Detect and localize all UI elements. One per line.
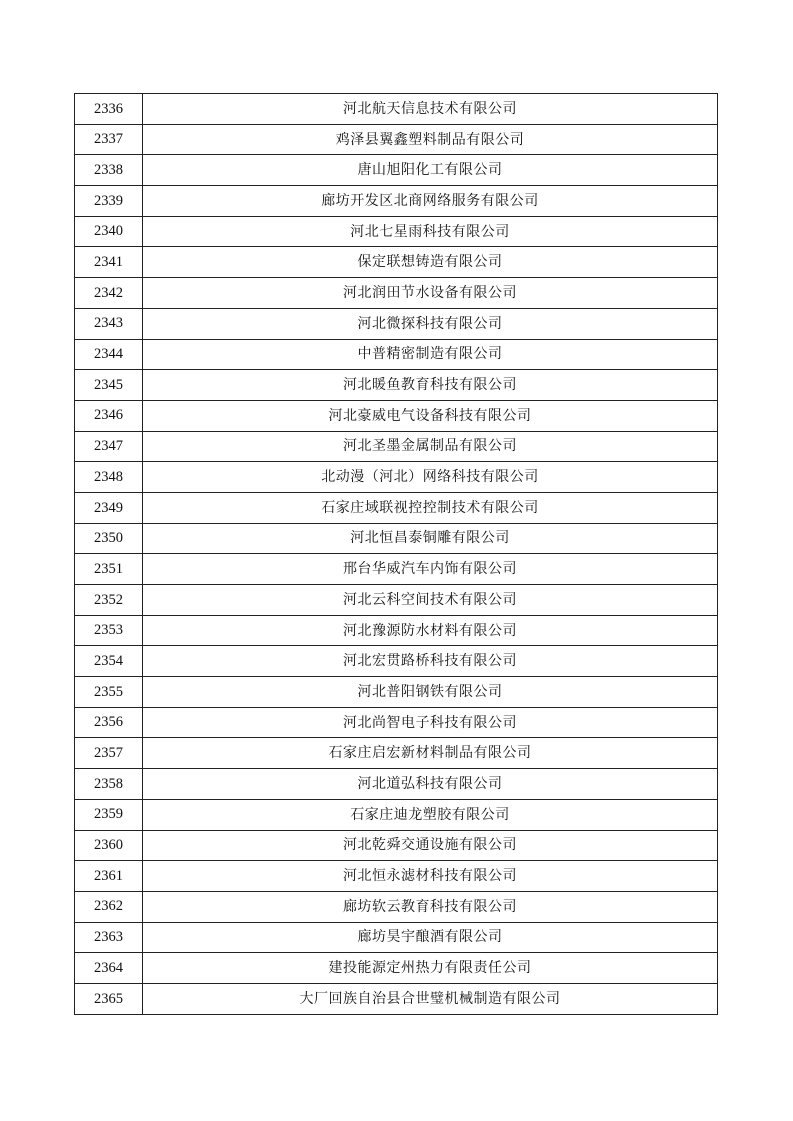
company-name-cell: 河北润田节水设备有限公司 [143,278,718,309]
table-row [75,216,718,247]
row-number-cell: 2343 [75,308,143,339]
row-number-cell: 2354 [75,646,143,677]
table-row [75,339,718,370]
table-row [75,247,718,278]
table-row [75,615,718,646]
company-name-cell: 廊坊昊宇酿酒有限公司 [143,922,718,953]
company-name-cell: 河北豪威电气设备科技有限公司 [143,400,718,431]
table-row [75,953,718,984]
table-row [75,891,718,922]
row-number-cell: 2336 [75,94,143,125]
table-row [75,677,718,708]
table-row [75,646,718,677]
table-row [75,861,718,892]
company-name-cell: 廊坊开发区北商网络服务有限公司 [143,186,718,217]
row-number-cell: 2340 [75,216,143,247]
company-name-cell: 河北恒昌泰铜雕有限公司 [143,523,718,554]
table-row [75,186,718,217]
row-number-cell: 2344 [75,339,143,370]
row-number-cell: 2363 [75,922,143,953]
table-row [75,738,718,769]
row-number-cell: 2358 [75,769,143,800]
company-name-cell: 河北七星雨科技有限公司 [143,216,718,247]
row-number-cell: 2357 [75,738,143,769]
row-number-cell: 2352 [75,585,143,616]
company-name-cell: 河北圣墨金属制品有限公司 [143,431,718,462]
company-name-cell: 建投能源定州热力有限责任公司 [143,953,718,984]
table-row [75,370,718,401]
company-name-cell: 河北微探科技有限公司 [143,308,718,339]
table-body [75,94,718,1015]
row-number-cell: 2359 [75,799,143,830]
company-name-cell: 保定联想铸造有限公司 [143,247,718,278]
table-row [75,922,718,953]
company-name-cell: 河北道弘科技有限公司 [143,769,718,800]
row-number-cell: 2350 [75,523,143,554]
row-number-cell: 2339 [75,186,143,217]
row-number-cell: 2347 [75,431,143,462]
table-row [75,707,718,738]
row-number-cell: 2351 [75,554,143,585]
row-number-cell: 2338 [75,155,143,186]
company-name-cell: 石家庄域联视控控制技术有限公司 [143,492,718,523]
table-row [75,830,718,861]
company-name-cell: 鸡泽县翼鑫塑料制品有限公司 [143,124,718,155]
table-row [75,492,718,523]
table-row [75,155,718,186]
company-name-cell: 大厂回族自治县合世璧机械制造有限公司 [143,983,718,1014]
row-number-cell: 2364 [75,953,143,984]
row-number-cell: 2356 [75,707,143,738]
row-number-cell: 2353 [75,615,143,646]
row-number-cell: 2360 [75,830,143,861]
company-name-cell: 河北暖鱼教育科技有限公司 [143,370,718,401]
row-number-cell: 2365 [75,983,143,1014]
row-number-cell: 2362 [75,891,143,922]
company-name-cell: 河北云科空间技术有限公司 [143,585,718,616]
company-name-cell: 石家庄迪龙塑胶有限公司 [143,799,718,830]
row-number-cell: 2361 [75,861,143,892]
table-row [75,523,718,554]
company-name-cell: 河北航天信息技术有限公司 [143,94,718,125]
row-number-cell: 2349 [75,492,143,523]
row-number-cell: 2355 [75,677,143,708]
company-name-cell: 唐山旭阳化工有限公司 [143,155,718,186]
company-list-table [74,93,718,1015]
table-row [75,554,718,585]
row-number-cell: 2348 [75,462,143,493]
table-row [75,400,718,431]
table-row [75,983,718,1014]
row-number-cell: 2341 [75,247,143,278]
company-name-cell: 河北豫源防水材料有限公司 [143,615,718,646]
table-row [75,308,718,339]
company-name-cell: 石家庄启宏新材料制品有限公司 [143,738,718,769]
table-row [75,769,718,800]
table-row [75,278,718,309]
table-row [75,585,718,616]
company-name-cell: 北动漫（河北）网络科技有限公司 [143,462,718,493]
row-number-cell: 2337 [75,124,143,155]
table-row [75,462,718,493]
table-row [75,94,718,125]
table-row [75,799,718,830]
row-number-cell: 2346 [75,400,143,431]
row-number-cell: 2342 [75,278,143,309]
company-name-cell: 河北尚智电子科技有限公司 [143,707,718,738]
table-row [75,124,718,155]
table-row [75,431,718,462]
row-number-cell: 2345 [75,370,143,401]
company-name-cell: 中普精密制造有限公司 [143,339,718,370]
company-name-cell: 邢台华威汽车内饰有限公司 [143,554,718,585]
company-name-cell: 河北普阳钢铁有限公司 [143,677,718,708]
company-name-cell: 河北乾舜交通设施有限公司 [143,830,718,861]
company-name-cell: 河北恒永滤材科技有限公司 [143,861,718,892]
company-name-cell: 廊坊软云教育科技有限公司 [143,891,718,922]
company-name-cell: 河北宏贯路桥科技有限公司 [143,646,718,677]
